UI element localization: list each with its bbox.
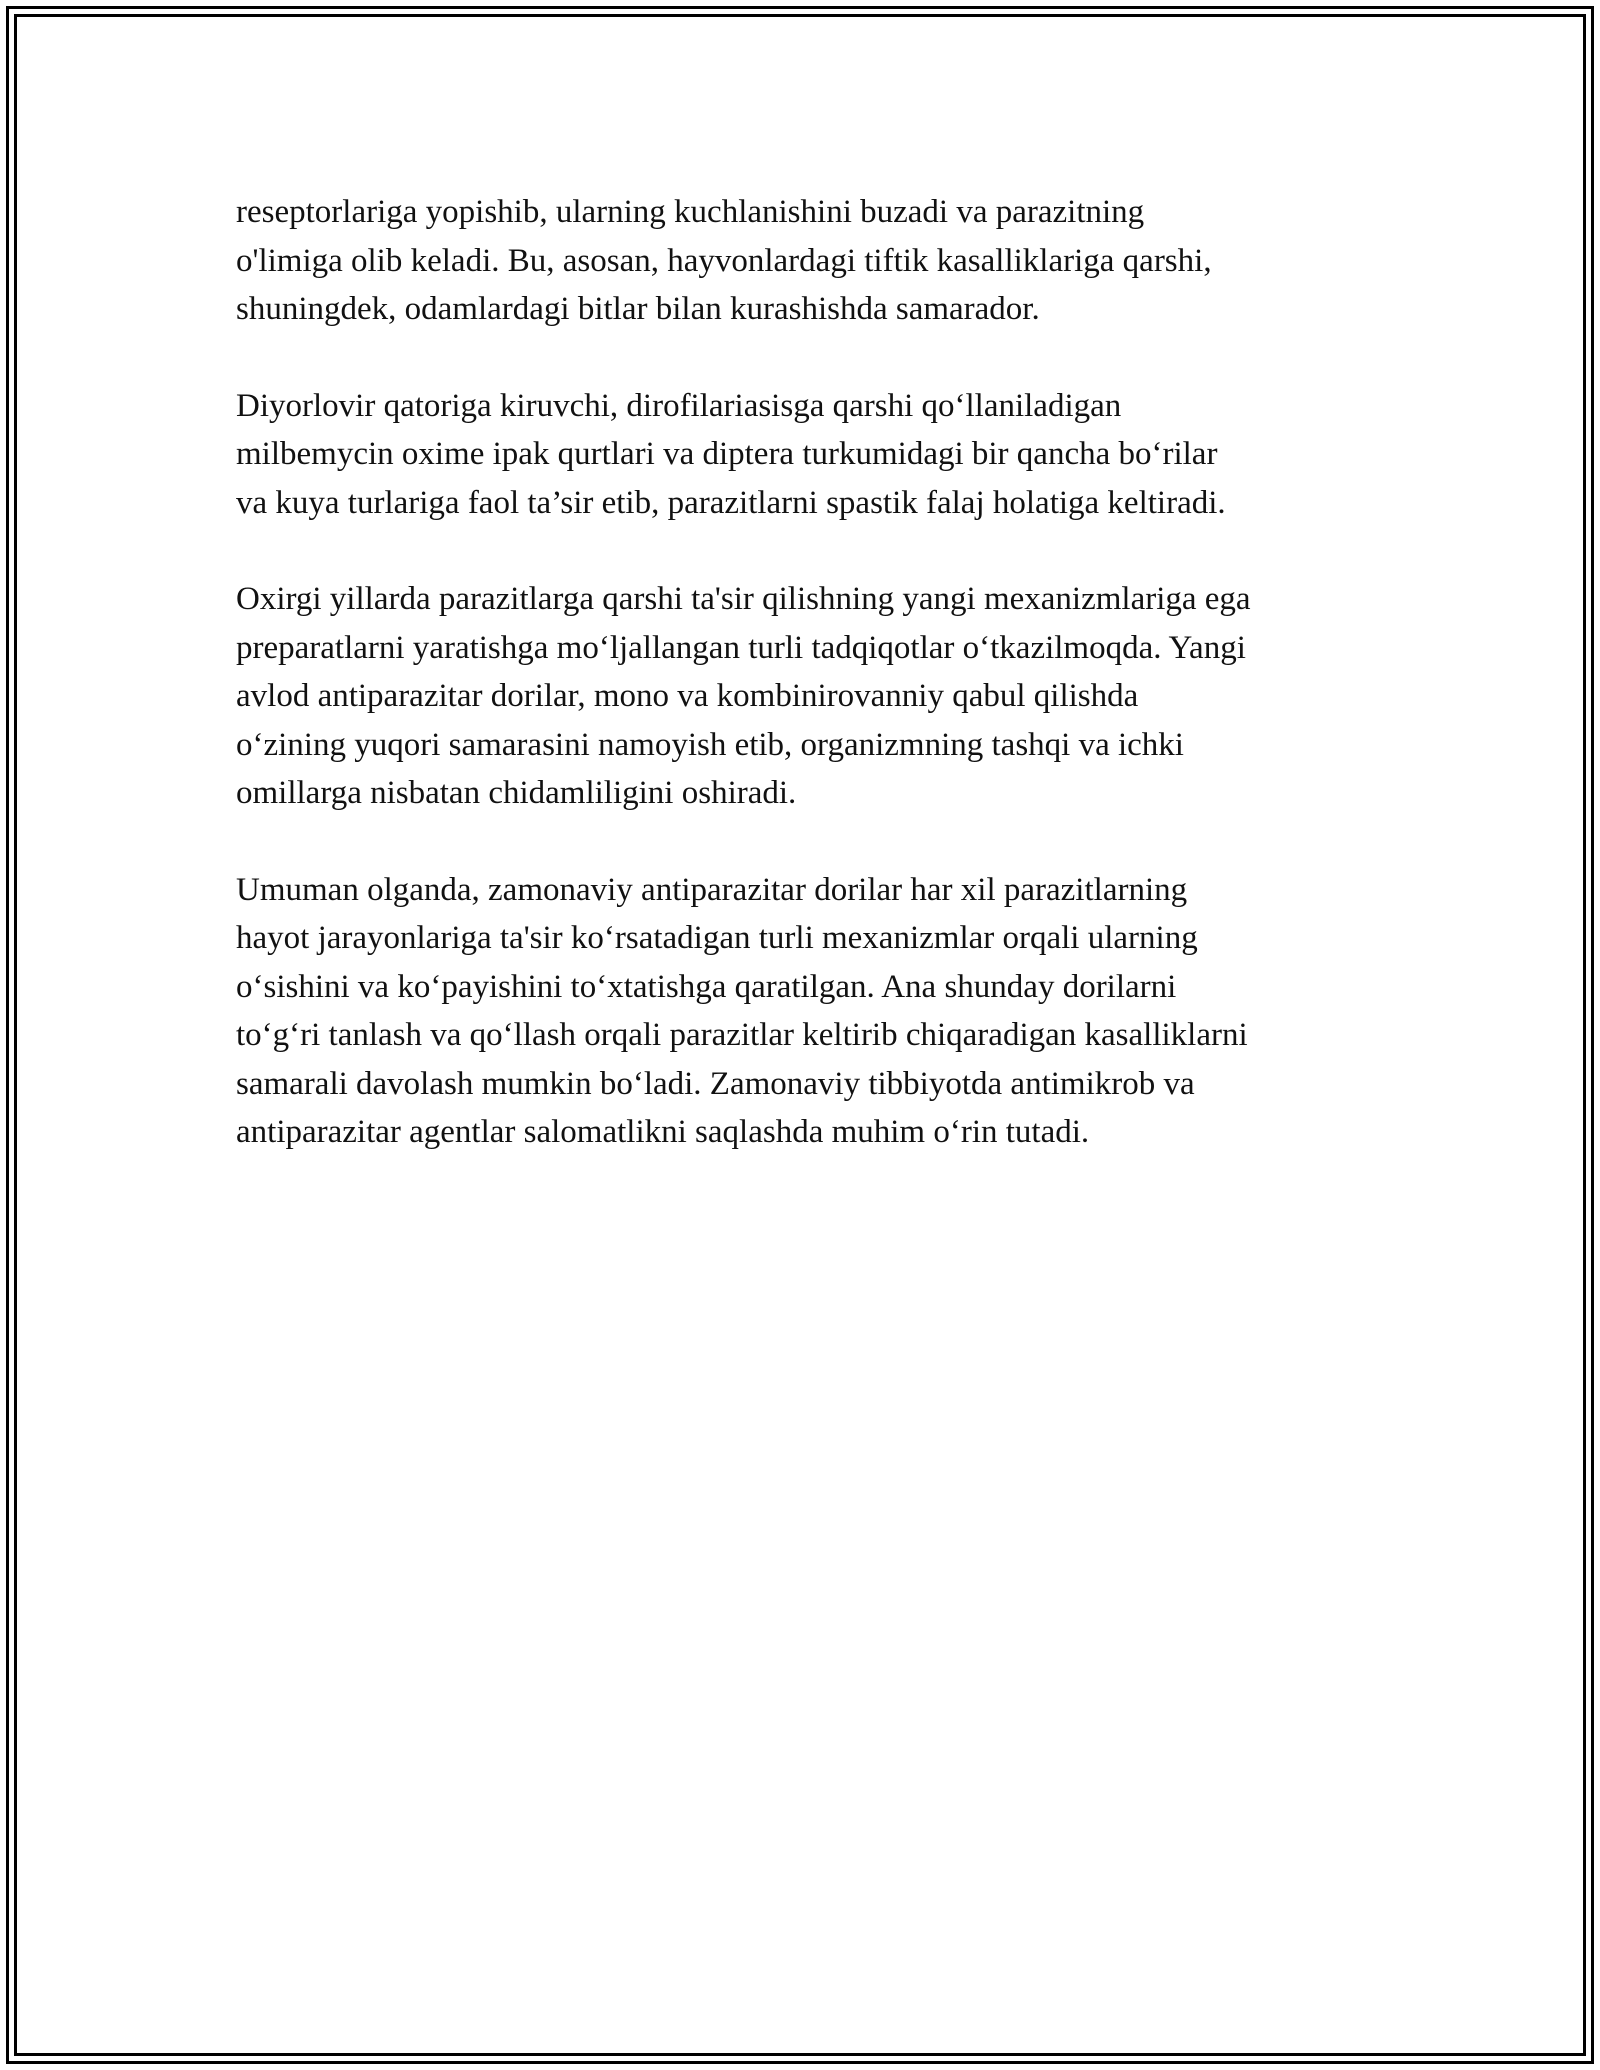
paragraph-2 [236, 382, 1386, 528]
text-line: va kuya turlariga faol ta’sir etib, parazitlarni spastik falaj holatiga keltiradi. [236, 484, 1226, 521]
text-line: to‘g‘ri tanlash va qo‘llash orqali parazitlar keltirib chiqaradigan kasalliklarni [236, 1017, 1248, 1053]
paragraph-4 [236, 866, 1386, 1157]
text-line: milbemycin oxime ipak qurtlari va diptera turkumidagi bir qancha bo‘rilar [236, 436, 1218, 472]
text-line: antiparazitar agentlar salomatlikni saqlashda muhim o‘rin tutadi. [236, 1114, 1090, 1150]
text-line: shuningdek, odamlardagi bitlar bilan kurashishda samarador. [236, 291, 1040, 327]
text-line: o‘zining yuqori samarasini namoyish etib, organizmning tashqi va ichki [236, 726, 1184, 763]
text-line: preparatlarni yaratishga mo‘ljallangan turli tadqiqotlar o‘tkazilmoqda. Yangi [236, 629, 1246, 666]
text-line: reseptorlariga yopishib, ularning kuchlanishini buzadi va parazitning [236, 194, 1145, 230]
text-line: o'limiga olib keladi. Bu, asosan, hayvonlardagi tiftik kasalliklariga qarshi, [236, 242, 1212, 279]
paragraph-1 [236, 188, 1386, 334]
document-body [236, 188, 1386, 1205]
text-line: samarali davolash mumkin bo‘ladi. Zamonaviy tibbiyotda antimikrob va [236, 1065, 1195, 1102]
text-line: Umuman olganda, zamonaviy antiparazitar dorilar har xil parazitlarning [236, 871, 1188, 908]
text-line: omillarga nisbatan chidamliligini oshiradi. [236, 775, 797, 811]
text-line: hayot jarayonlariga ta'sir ko‘rsatadigan turli mexanizmlar orqali ularning [236, 920, 1198, 956]
text-line: Diyorlovir qatoriga kiruvchi, dirofilariasisga qarshi qo‘llaniladigan [236, 387, 1122, 424]
text-line: avlod antiparazitar dorilar, mono va kombinirovanniy qabul qilishda [236, 678, 1139, 714]
text-line: o‘sishini va ko‘payishini to‘xtatishga qaratilgan. Ana shunday dorilarni [236, 968, 1177, 1005]
text-line: Oxirgi yillarda parazitlarga qarshi ta'sir qilishning yangi mexanizmlariga ega [236, 581, 1251, 617]
paragraph-3 [236, 575, 1386, 818]
